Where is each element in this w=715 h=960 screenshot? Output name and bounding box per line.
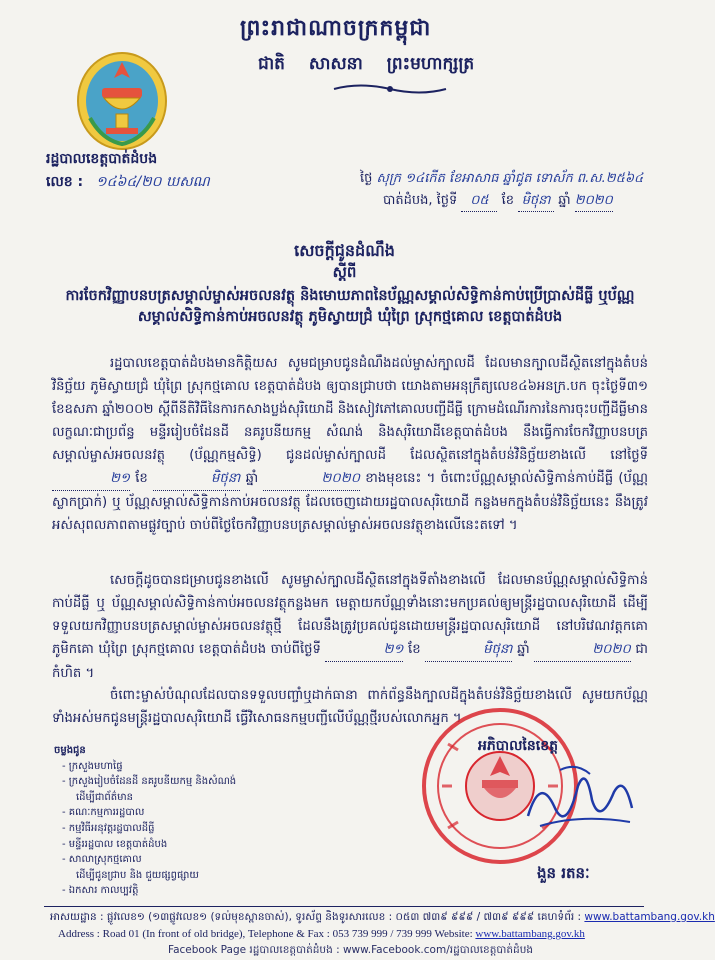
date-month: មិថុនា (518, 192, 554, 212)
p1-month: មិថុនា (153, 467, 240, 491)
year-label: ឆ្នាំ (558, 193, 571, 208)
handwritten-signature (520, 756, 640, 842)
emblem-logo (72, 48, 172, 154)
signatory-title: អភិបាលនៃខេត្ត (478, 738, 558, 754)
p2-day: ២១ (325, 638, 403, 662)
p2-year: ២០២០ (534, 638, 631, 662)
issuing-authority: រដ្ឋបាលខេត្តបាត់ដំបង (46, 151, 158, 167)
kingdom-title: ព្រះរាជាណាចក្រកម្ពុជា (240, 16, 432, 41)
month-label: ខែ (501, 193, 514, 208)
paragraph-2 (52, 569, 648, 685)
paragraph-1 (52, 352, 648, 537)
solar-date-line (383, 192, 613, 212)
lunar-prefix: ថ្ងៃ (360, 171, 373, 186)
p2-text-c: ឆ្នាំ (517, 642, 530, 657)
p1-text-b: ខែ (135, 471, 148, 486)
reference-value: ១៤៦៤/២០ ឃសណ (96, 174, 210, 190)
copy-recipients (54, 743, 236, 899)
footer-facebook[interactable]: Facebook Page រដ្ឋបាលខេត្តបាត់ដំបង : www.Facebook.com/រដ្ឋបាលខេត្តបាត់ដំបង (168, 944, 534, 956)
recipients-heading: ចម្លងជូន (54, 745, 86, 756)
document-title: សេចក្តីជូនដំណឹង (294, 241, 395, 260)
recipient-subnote: ដើម្បីជាព័ត៌មាន (76, 791, 133, 803)
lunar-date: សុក្រ ១៤កើត ខែអាសាធ ឆ្នាំជូត ទោស័ក ព.ស.២៥៦៤ (376, 171, 644, 186)
ornament-divider (330, 82, 450, 96)
footer-kh-text: អាសយដ្ឋាន : ផ្លូវលេខ១ (១៣ផ្លូវលេខ១ (ទល់មុខស្ពានចាស់), ទូរស័ព្ទ និងទូរសារលេខ : ០៥៣ ៧៣៩ ៩៩៩ / ៧៣៩ ៩៩៩ គេហទំព័រ : (50, 911, 582, 923)
p1-year: ២០២០ (263, 467, 360, 491)
date-day: ០៥ (461, 192, 497, 212)
p2-month: មិថុនា (425, 638, 512, 662)
signatory-name: ងួន រតនៈ (537, 864, 590, 882)
reference-number (46, 172, 210, 193)
document-subject: ការចែកវិញ្ញាបនបត្រសម្គាល់ម្ចាស់អចលនវត្ថុ និងមោឃភាពនៃប័ណ្ណសម្គាល់សិទ្ធិកាន់កាប់ប្រើប្រាស់ដីធ្លី ឬប័ណ្ណសម្គាល់សិទ្ធិកាន់កាប់អចលនវត្ថុ ភូមិស្វាយជ្រំ ឃុំព្រៃ ស្រុកថ្មគោល ខេត្តបាត់ដំបង (65, 288, 635, 325)
place-day-label: បាត់ដំបង, ថ្ងៃទី (383, 193, 458, 208)
p1-text-a: រដ្ឋបាលខេត្តបាត់ដំបងមានកិត្តិយស សូមជម្រាបជូនដំណឹងដល់ម្ចាស់ក្បាលដី ដែលមានក្បាលដីស្ថិតនៅក្នុងតំបន់វិនិច្ឆ័យ ភូមិស្វាយជ្រំ ឃុំព្រៃ ស្រុកថ្មគោល ខេត្តបាត់ដំបង ឲ្យបានជ្រាបថា យោងតាមអនុក្រឹត្យលេខ៤៦អនក្រ.បក ចុះថ្ងៃទី៣១ ខែឧសភា ឆ្នាំ២០០២ ស្តីពីនីតិវិធីនៃការកសាងប្លង់សុរិយោដី និងសៀវភៅគោលបញ្ជីដីធ្លី ក្រោមដំណើរការនៃការចុះបញ្ជីដីធ្លីមានលក្ខណៈជាប្រព័ន្ធ មន្ទីររៀបចំដែនដី នគរូបនីយកម្ម សំណង់ និងសុរិយោដីខេត្តបាត់ដំបង នឹងធ្វើការចែកវិញ្ញាបនបត្រសម្គាល់ម្ចាស់អចលនវត្ថុ (ប័ណ្ណកម្មសិទ្ធិ) ជូនដល់ម្ចាស់ក្បាលដី ដែលស្ថិតនៅក្នុងតំបន់វិនិច្ឆ័យខាងលើ នៅថ្ងៃទី (52, 356, 648, 463)
website-link[interactable]: www.battambang.gov.kh (584, 911, 715, 923)
paragraph-3: ចំពោះម្ចាស់បំណុលដែលបានទទួលបញ្ចាំឬដាក់ធានា ពាក់ព័ន្ធនឹងក្បាលដីក្នុងតំបន់វិនិច្ឆ័យខាងលើ សូមយកប័ណ្ណទាំងអស់មកជូនមន្ត្រីរដ្ឋបាលសុរិយោដី ធ្វើវិសោធនកម្មបញ្ជីលើប័ណ្ណថ្មីរបស់លោកអ្នក ។ (52, 688, 648, 726)
recipient-subnote: ដើម្បីជូនជ្រាប និង ជួយផ្សព្វផ្សាយ (76, 869, 199, 881)
recipient-item: - កម្មវិធីអនុវត្តរដ្ឋបាលដីធ្លី (54, 821, 236, 837)
recipient-item: - ក្រសួងរៀបចំដែនដី នគរូបនីយកម្ម និងសំណង់ (54, 774, 236, 790)
date-year: ២០២០ (575, 192, 613, 212)
footer-divider (44, 906, 644, 907)
reference-label: លេខ : (46, 174, 84, 190)
footer-khmer-address (50, 911, 715, 926)
recipient-item: - គណៈកម្មការរដ្ឋបាល (54, 805, 236, 821)
document-subtitle: ស្តីពី (332, 263, 357, 281)
p1-text-d: ខាងមុខនេះ ។ ចំពោះប័ណ្ណសម្គាល់សិទ្ធិកាន់កាប់ដីធ្លី (ប័ណ្ណស្លាកប្រាក់) ឬ ប័ណ្ណសម្គាល់សិទ្ធិកាន់កាប់អចលនវត្ថុ ដែលចេញដោយរដ្ឋបាលសុរិយោដី កន្លងមកក្នុងតំបន់វិនិច្ឆ័យនេះ នឹងត្រូវអស់សុពលភាពតាមផ្លូវច្បាប់ ចាប់ពីថ្ងៃចែកវិញ្ញាបនបត្រសម្គាល់ម្ចាស់អចលនវត្ថុខាងលើនេះតទៅ ។ (52, 471, 648, 533)
national-motto: ជាតិ សាសនា ព្រះមហាក្សត្រ (258, 54, 475, 74)
p2-text-d: ជាកំហិត ។ (52, 642, 648, 681)
p1-day: ២១ (52, 467, 130, 491)
p1-text-c: ឆ្នាំ (245, 471, 259, 486)
lunar-date-line (360, 170, 643, 189)
p2-text-a: សេចក្តីដូចបានជម្រាបជូនខាងលើ សូមម្ចាស់ក្បាលដីស្ថិតនៅក្នុងទីតាំងខាងលើ ដែលមានប័ណ្ណសម្គាល់សិទ្ធិកាន់កាប់ដីធ្លី ឬ ប័ណ្ណសម្គាល់សិទ្ធិកាន់កាប់អចលនវត្ថុកន្លងមក មេត្តាយកប័ណ្ណទាំងនោះមកប្រគល់ឲ្យមន្ត្រីរដ្ឋបាលសុរិយោដី ដើម្បីទទួលយកវិញ្ញាបនបត្រសម្គាល់ម្ចាស់អចលនវត្ថុថ្មី ដែលនឹងត្រូវប្រគល់ជូនដោយមន្ត្រីរដ្ឋបាលសុរិយោដី នៅបរិវេណវត្តកគោ ភូមិកគោ ឃុំព្រៃ ស្រុកថ្មគោល ខេត្តបាត់ដំបង ចាប់ពីថ្ងៃទី (52, 573, 648, 657)
footer-en-text: Address : Road 01 (In front of old bridge), Telephone & Fax : 053 739 999 / 739 999 Website: (58, 928, 473, 940)
website-link-en[interactable]: www.battambang.gov.kh (475, 928, 585, 940)
recipient-item: - មន្ទីររដ្ឋបាល ខេត្តបាត់ដំបង (54, 837, 236, 853)
recipient-item: - ឯកសារ កាលប្បវត្តិ (54, 883, 236, 899)
recipient-item: - ក្រសួងមហាផ្ទៃ (54, 759, 236, 775)
p2-text-b: ខែ (408, 642, 421, 657)
footer-english-address (58, 928, 585, 940)
recipient-item: - សាលាស្រុកថ្មគោល (54, 852, 236, 868)
